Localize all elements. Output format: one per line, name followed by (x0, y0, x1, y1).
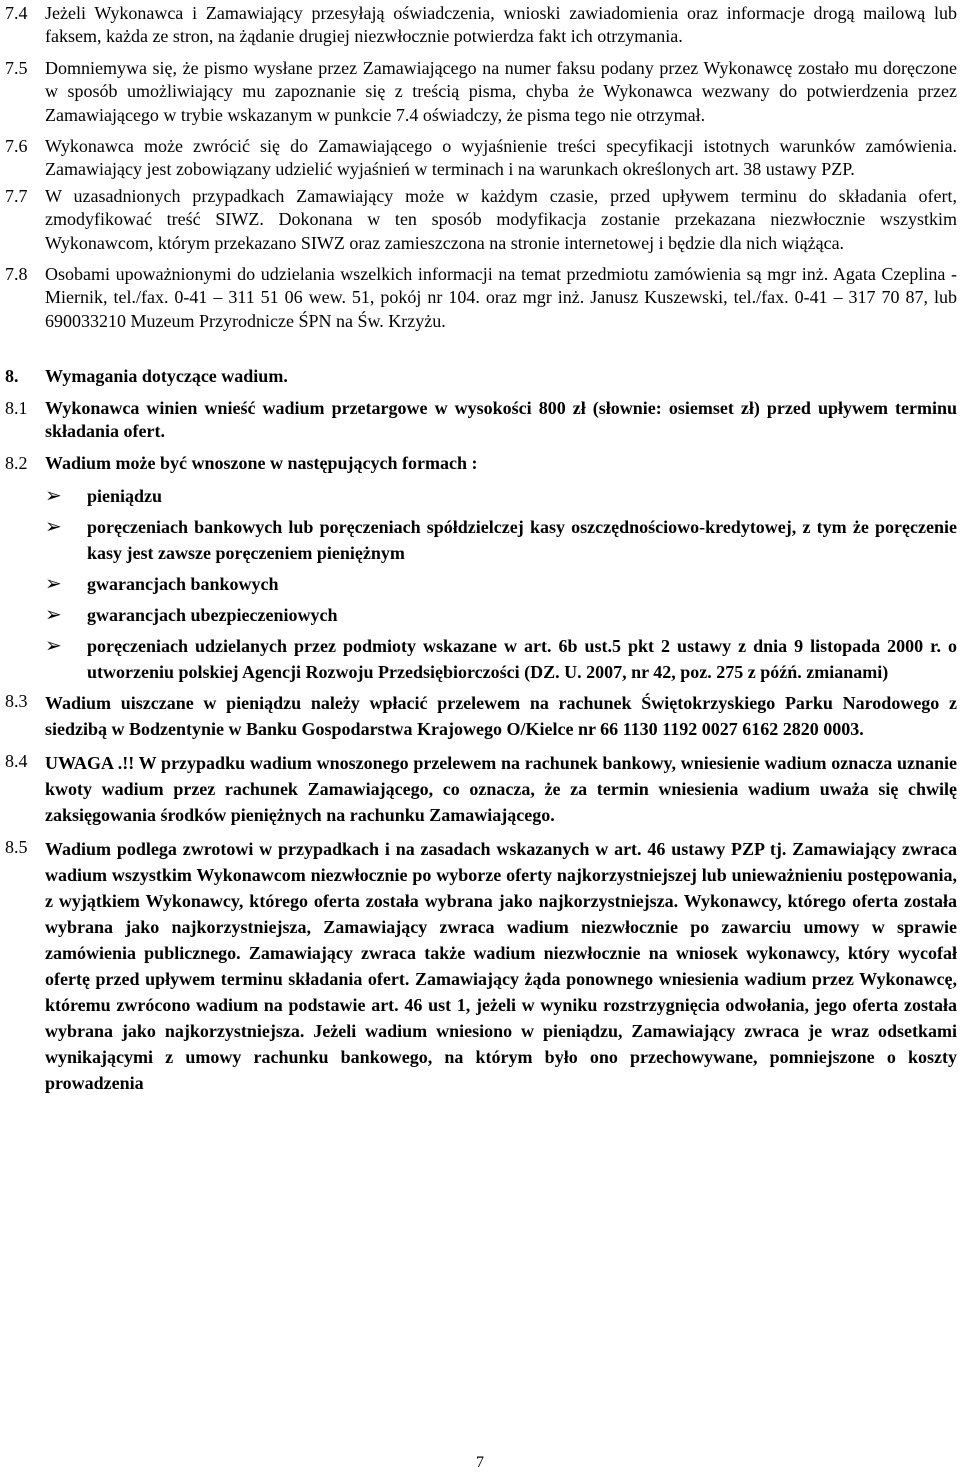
wadium-forms-list (45, 483, 957, 685)
list-item: ➢ pieniądzu (45, 484, 163, 507)
list-item: ➢ poręczeniach bankowych lub poręczeniach spółdzielczej kasy oszczędnościowo-kredytowej, z tym że poręczenie kasy jest zawsze poręczeniem pieniężnym (45, 514, 957, 566)
arrowhead-bullet-icon: ➢ (45, 515, 62, 538)
section-7-5 (5, 57, 957, 127)
section-7-4 (5, 2, 957, 49)
section-number: 7.5 (5, 57, 28, 78)
section-text: Wadium uiszczane w pieniądzu należy wpłacić przelewem na rachunek Świętokrzyskiego Parku Narodowego z siedzibą w Bodzentynie w Banku Gospodarstwa Krajowego O/Kielce nr 66 1130 1192 0027 6162 2820 0003. (45, 692, 957, 739)
section-number: 8. (5, 366, 19, 387)
section-number: 7.6 (5, 136, 28, 157)
section-8-2 (5, 452, 957, 475)
section-text: Wykonawca może zwrócić się do Zamawiającego o wyjaśnienie treści specyfikacji istotnych warunków zamówienia. Zamawiający jest zobowiązany udzielić wyjaśnień w terminach i na warunkach określonych art. 38 ustawy PZP. (45, 136, 957, 180)
section-text: UWAGA .!! W przypadku wadium wnoszonego przelewem na rachunek bankowy, wniesienie wadium oznacza uznanie kwoty wadium przez rachunek Zamawiającego, co oznacza, że za termin wniesienia wadium uważa się chwilę zaksięgowania środków pieniężnych na rachunku Zamawiającego. (45, 752, 957, 825)
section-number: 7.8 (5, 264, 28, 285)
list-item: ➢ gwarancjach bankowych (45, 572, 279, 595)
section-8-1 (5, 397, 957, 444)
section-number: 8.1 (5, 397, 28, 418)
section-number: 8.3 (5, 690, 28, 711)
section-number: 8.4 (5, 750, 28, 771)
arrowhead-bullet-icon: ➢ (45, 634, 62, 657)
list-item: ➢ poręczeniach udzielanych przez podmioty wskazane w art. 6b ust.5 pkt 2 ustawy z dnia 9 listopada 2000 r. o utworzeniu polskiej Agencji Rozwoju Przedsiębiorczości (DZ. U. 2007, nr 42, poz. 275 z późń. zmianami) (45, 633, 957, 685)
arrowhead-bullet-icon: ➢ (45, 603, 62, 626)
page-number: 7 (476, 1454, 484, 1471)
section-text: Domniemywa się, że pismo wysłane przez Zamawiającego na numer faksu podany przez Wykonawcę zostało mu doręczone w sposób umożliwiający mu zapoznanie się z treścią pisma, chyba że Wykonawca wezwany do potwierdzenia przez Zamawiającego w trybie wskazanym w punkcie 7.4 oświadczy, że pisma tego nie otrzymał. (45, 57, 957, 125)
section-text: Wadium podlega zwrotowi w przypadkach i na zasadach wskazanych w art. 46 ustawy PZP tj. Zamawiający zwraca wadium wszystkim Wykonawcom niezwłocznie po wyborze oferty najkorzystniejszej lub unieważnieniu postępowania, z wyjątkiem Wykonawcy, którego oferta została wybrana jako najkorzystniejsza. Wykonawcy, którego oferta została wybrana jako najkorzystniejsza, Zamawiający zwraca wadium niezwłocznie po zawarciu umowy w sprawie zamówienia publicznego. Zamawiający zwraca także wadium niezwłocznie na wniosek wykonawcy, który wycofał ofertę przed upływem terminu składania ofert. Zamawiający żąda ponownego wniesienia wadium przez Wykonawcę, któremu zwrócono wadium na podstawie art. 46 ust 1, jeżeli w wyniku rozstrzygnięcia odwołania, jego oferta została wybrana jako najkorzystniejsza. Jeżeli wadium wniesiono w pieniądzu, Zamawiający zwraca je wraz odsetkami wynikającymi z umowy rachunku bankowego, na którym było ono przechowywane, pomniejszone o koszty prowadzenia (45, 838, 957, 1093)
document-page (5, 2, 957, 1096)
section-number: 8.2 (5, 452, 28, 473)
section-8-4 (5, 750, 957, 828)
section-8-heading (5, 365, 957, 388)
section-8-3 (5, 690, 957, 742)
section-7-8 (5, 263, 957, 333)
section-number: 7.4 (5, 3, 28, 23)
section-number: 7.7 (5, 185, 28, 206)
section-7-7 (5, 185, 957, 255)
section-8-5 (5, 836, 957, 1096)
section-number: 8.5 (5, 836, 28, 857)
arrowhead-bullet-icon: ➢ (45, 484, 62, 507)
section-text: Wykonawca winien wnieść wadium przetargowe w wysokości 800 zł (słownie: osiemset zł) przed upływem terminu składania ofert. (45, 397, 957, 442)
list-item: ➢ gwarancjach ubezpieczeniowych (45, 603, 338, 626)
section-text: Osobami upoważnionymi do udzielania wszelkich informacji na temat przedmiotu zamówienia są mgr inż. Agata Czeplina - Miernik, tel./fax. 0-41 – 311 51 06 wew. 51, pokój nr 104. oraz mgr inż. Janusz Kuszewski, tel./fax. 0-41 – 317 70 87, lub 690033210 Muzeum Przyrodnicze ŚPN na Św. Krzyżu. (45, 264, 957, 331)
section-text: Wadium może być wnoszone w następujących formach : (45, 452, 478, 473)
arrowhead-bullet-icon: ➢ (45, 572, 62, 595)
section-title: Wymagania dotyczące wadium. (45, 366, 288, 387)
section-text: W uzasadnionych przypadkach Zamawiający może w każdym czasie, przed upływem terminu do składania ofert, zmodyfikować treść SIWZ. Dokonana w ten sposób modyfikacja zostanie przekazana niezwłocznie wszystkim Wykonawcom, którym przekazano SIWZ oraz zamieszczona na stronie internetowej i będzie dla nich wiążąca. (45, 185, 957, 253)
section-7-6 (5, 135, 957, 182)
section-text: Jeżeli Wykonawca i Zamawiający przesyłają oświadczenia, wnioski zawiadomienia oraz informacje drogą mailową lub faksem, każda ze stron, na żądanie drugiej niezwłocznie potwierdza fakt ich otrzymania. (45, 3, 957, 47)
